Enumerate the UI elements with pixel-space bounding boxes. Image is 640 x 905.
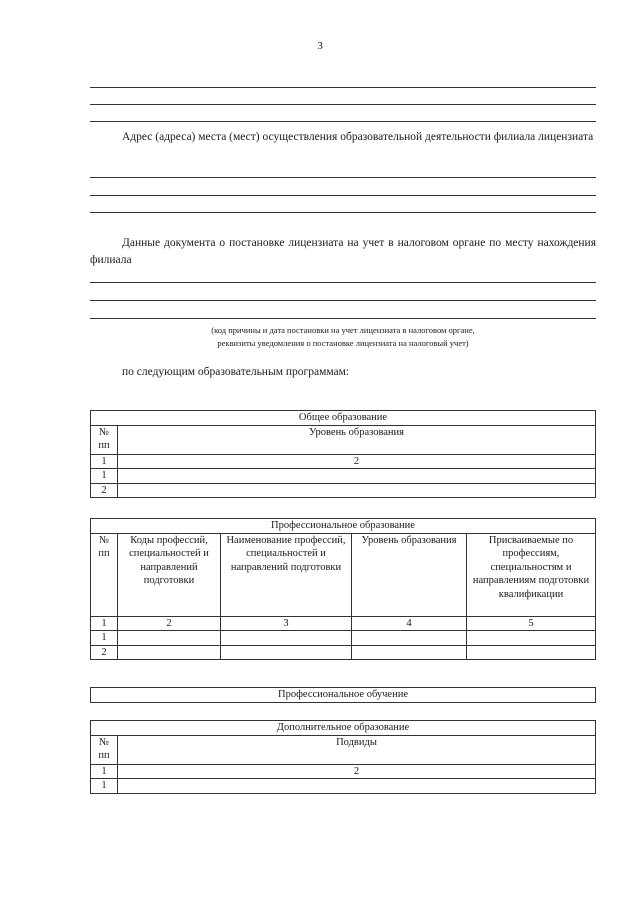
table-title: Профессиональное обучение — [91, 688, 596, 703]
column-header-subtypes: Подвиды — [118, 735, 596, 764]
row-num-cell: 2 — [91, 645, 118, 660]
level-cell — [118, 483, 596, 498]
empty-cell — [118, 631, 221, 646]
tax-note-line: реквизиты уведомления о постановке лицензиата на налоговый учет) — [217, 338, 469, 348]
subtype-cell — [118, 779, 596, 794]
row-num-cell: 1 — [91, 469, 118, 484]
row-num-cell: 2 — [91, 483, 118, 498]
general-education-table — [90, 410, 596, 498]
empty-cell — [352, 645, 467, 660]
index-cell: 1 — [91, 764, 118, 779]
tax-note-line: (код причины и дата постановки на учет лицензиата в налоговом органе, — [211, 325, 475, 335]
blank-line — [90, 104, 596, 105]
column-header-num: № пп — [91, 425, 118, 454]
column-header-codes: Коды профессий, специальностей и направлений подготовки — [118, 533, 221, 616]
blank-line — [90, 300, 596, 301]
blank-line — [90, 177, 596, 178]
blank-line — [90, 212, 596, 213]
column-header-names: Наименование профессий, специальностей и направлений подготовки — [221, 533, 352, 616]
index-cell: 3 — [221, 616, 352, 631]
level-cell — [118, 469, 596, 484]
column-header-level: Уровень образования — [352, 533, 467, 616]
column-header-num: № пп — [91, 533, 118, 616]
row-num-cell: 1 — [91, 631, 118, 646]
empty-cell — [221, 645, 352, 660]
blank-line — [90, 121, 596, 122]
additional-education-table — [90, 720, 596, 794]
blank-line — [90, 282, 596, 283]
programs-intro: по следующим образовательным программам: — [122, 366, 350, 378]
tax-paragraph: Данные документа о постановке лицензиата на учет в налоговом органе по месту нахождения филиала — [90, 237, 596, 266]
index-cell: 1 — [91, 454, 118, 469]
empty-cell — [118, 645, 221, 660]
index-cell: 4 — [352, 616, 467, 631]
column-header-qualifications: Присваиваемые по профессиям, специальностям и направлениям подготовки квалификации — [467, 533, 596, 616]
blank-line — [90, 195, 596, 196]
index-cell: 2 — [118, 616, 221, 631]
professional-education-table — [90, 518, 596, 660]
index-cell: 2 — [118, 454, 596, 469]
index-cell: 5 — [467, 616, 596, 631]
index-cell: 2 — [118, 764, 596, 779]
page-number: 3 — [317, 40, 323, 52]
address-paragraph: Адрес (адреса) места (мест) осуществления образовательной деятельности филиала лицензиата — [122, 131, 594, 143]
table-title: Общее образование — [91, 411, 596, 426]
professional-training-table — [90, 687, 596, 703]
index-cell: 1 — [91, 616, 118, 631]
empty-cell — [467, 645, 596, 660]
empty-cell — [221, 631, 352, 646]
column-header-num: № пп — [91, 735, 118, 764]
blank-line — [90, 318, 596, 319]
table-title: Дополнительное образование — [91, 721, 596, 736]
blank-line — [90, 87, 596, 88]
row-num-cell: 1 — [91, 779, 118, 794]
tax-note — [90, 324, 596, 350]
empty-cell — [467, 631, 596, 646]
column-header-level: Уровень образования — [118, 425, 596, 454]
table-title: Профессиональное образование — [91, 519, 596, 534]
empty-cell — [352, 631, 467, 646]
